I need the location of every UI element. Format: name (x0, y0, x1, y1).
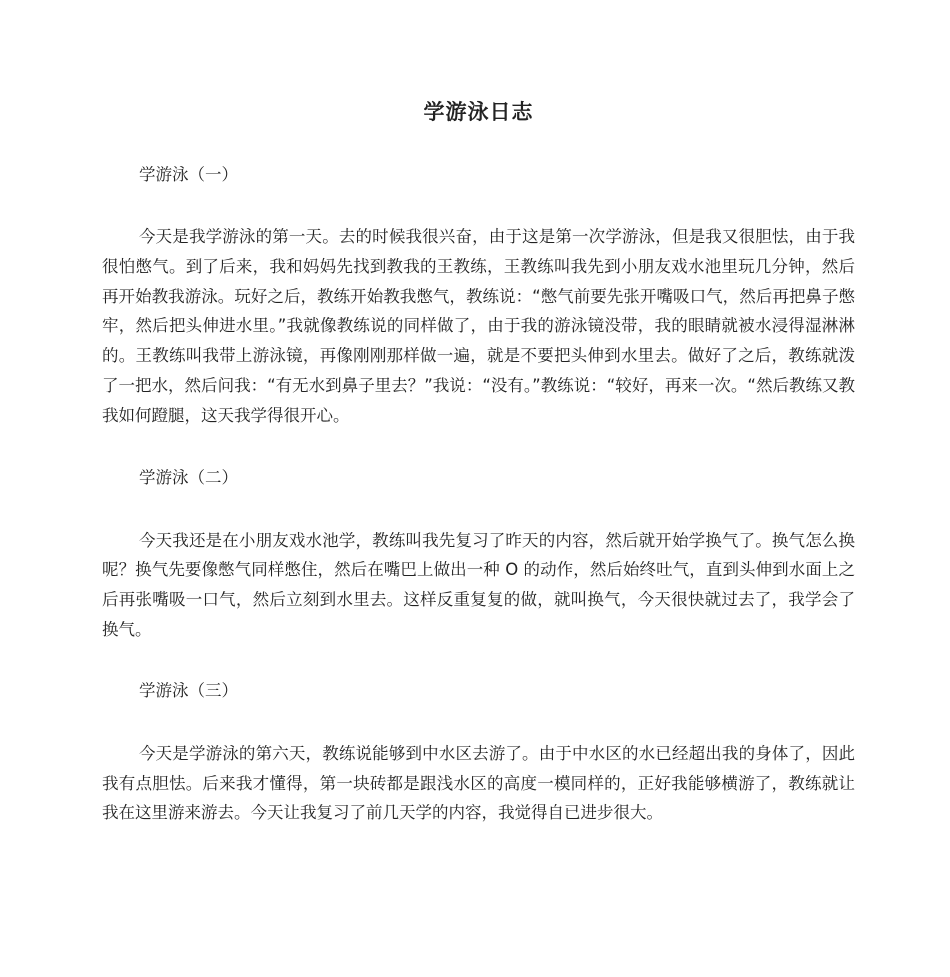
diary-entry-1 (102, 162, 855, 431)
entry-body: 今天我还是在小朋友戏水池学，教练叫我先复习了昨天的内容，然后就开始学换气了。换气怎么换呢？换气先要像憋气同样憋住，然后在嘴巴上做出一种 O 的动作，然后始终吐气，直到头伸到水面上之后再张嘴吸一口气，然后立刻到水里去。这样反重复复的做，就叫换气，今天很快就过去了，我学会了换气。 (102, 530, 855, 639)
entry-heading: 学游泳（二） (139, 467, 238, 487)
entry-body: 今天是我学游泳的第一天。去的时候我很兴奋，由于这是第一次学游泳，但是我又很胆怯，由于我很怕憋气。到了后来，我和妈妈先找到教我的王教练，王教练叫我先到小朋友戏水池里玩几分钟，然后再开始教我游泳。玩好之后，教练开始教我憋气，教练说：“憋气前要先张开嘴吸口气，然后再把鼻子憋牢，然后把头伸进水里。”我就像教练说的同样做了，由于我的游泳镜没带，我的眼睛就被水浸得湿淋淋的。王教练叫我带上游泳镜，再像刚刚那样做一遍，就是不要把头伸到水里去。做好了之后，教练就泼了一把水，然后问我：“有无水到鼻子里去？”我说：“没有。”教练说：“较好，再来一次。“然后教练又教我如何蹬腿，这天我学得很开心。 (102, 227, 855, 425)
diary-entry-3 (102, 678, 855, 828)
entry-heading: 学游泳（一） (139, 165, 238, 184)
entry-heading: 学游泳（三） (139, 680, 238, 700)
document-title: 学游泳日志 (423, 100, 534, 124)
diary-entry-2 (102, 465, 855, 645)
entry-body: 今天是学游泳的第六天，教练说能够到中水区去游了。由于中水区的水已经超出我的身体了，因此我有点胆怯。后来我才懂得，第一块砖都是跟浅水区的高度一模同样的，正好我能够横游了，教练就让我在这里游来游去。今天让我复习了前几天学的内容，我觉得自已进步很大。 (102, 743, 855, 823)
